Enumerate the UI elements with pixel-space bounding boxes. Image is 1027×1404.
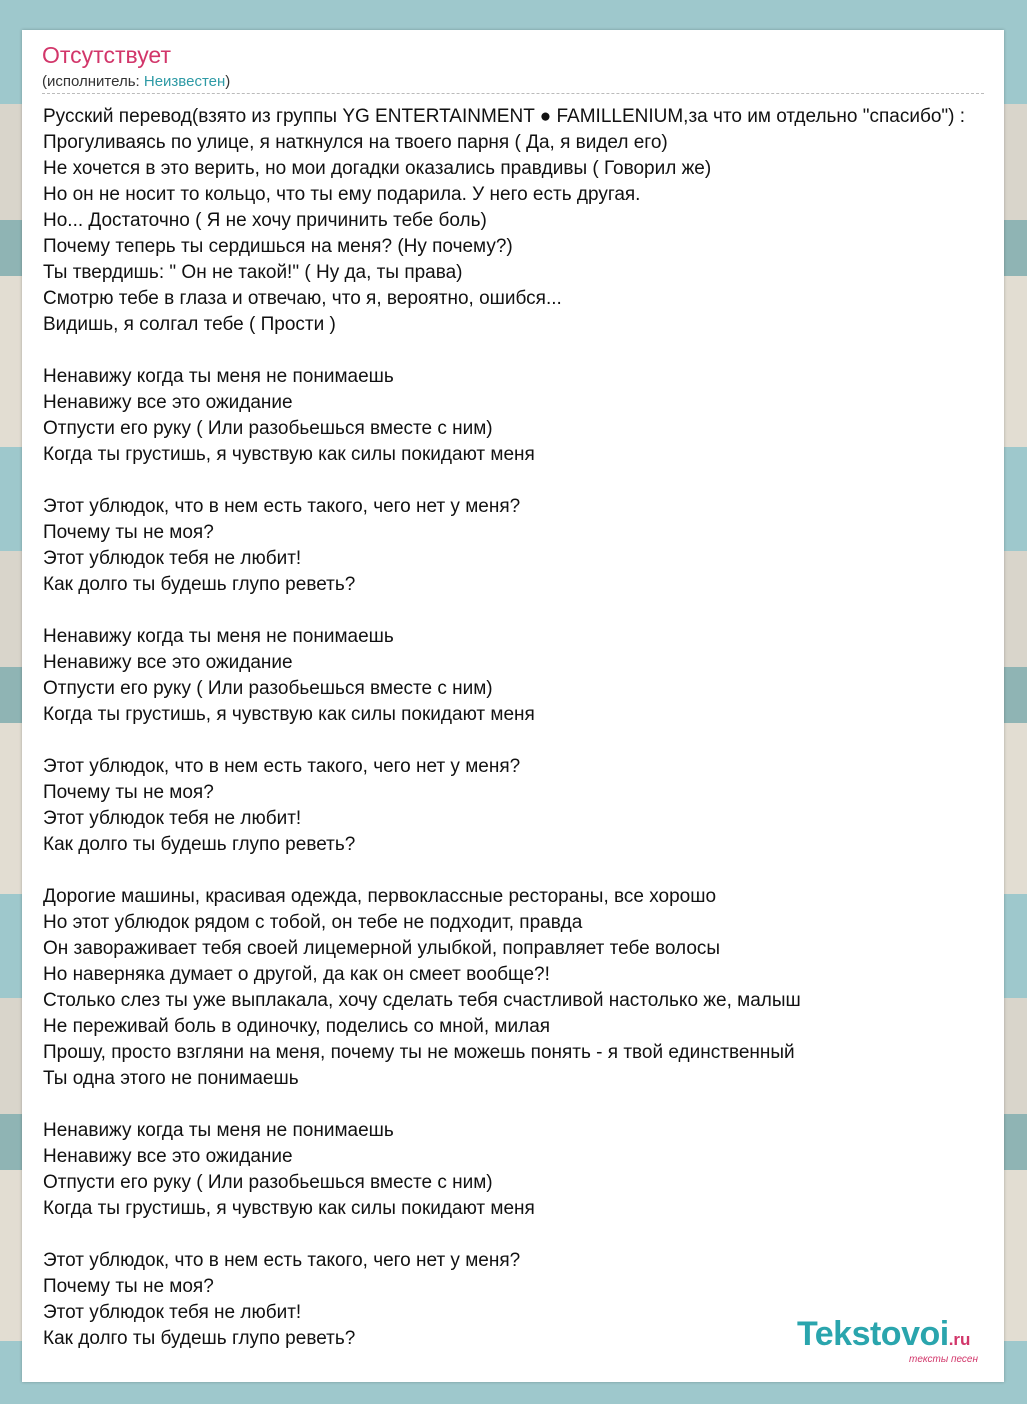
lyric-line: Этот ублюдок, что в нем есть такого, чего нет у меня? bbox=[43, 756, 521, 777]
lyric-line: Этот ублюдок, что в нем есть такого, чего нет у меня? bbox=[43, 496, 521, 517]
lyric-line: Но... Достаточно ( Я не хочу причинить тебе боль) bbox=[43, 210, 487, 231]
site-logo[interactable] bbox=[797, 1314, 997, 1374]
artist-link[interactable]: Неизвестен bbox=[143, 73, 226, 90]
lyric-line: Дорогие машины, красивая одежда, первоклассные рестораны, все хорошо bbox=[43, 886, 717, 907]
header-divider bbox=[42, 93, 984, 94]
lyric-line: Прогуливаясь по улице, я наткнулся на твоего парня ( Да, я видел его) bbox=[43, 132, 668, 153]
lyric-line: Столько слез ты уже выплакала, хочу сделать тебя счастливой настолько же, малыш bbox=[43, 990, 801, 1011]
lyric-line: Ты одна этого не понимаешь bbox=[43, 1068, 299, 1089]
lyrics-text bbox=[43, 104, 1004, 1352]
lyric-line: Этот ублюдок тебя не любит! bbox=[43, 1302, 302, 1323]
lyric-line: Как долго ты будешь глупо реветь? bbox=[43, 834, 356, 855]
lyric-blank-line bbox=[43, 468, 1004, 494]
lyric-line: Почему ты не моя? bbox=[43, 782, 214, 803]
artist-line bbox=[42, 73, 230, 90]
lyric-line: Прошу, просто взгляни на меня, почему ты не можешь понять - я твой единственный bbox=[43, 1042, 795, 1063]
lyric-line: Этот ублюдок тебя не любит! bbox=[43, 548, 302, 569]
lyric-line: Не переживай боль в одиночку, поделись со мной, милая bbox=[43, 1016, 551, 1037]
lyric-line: Отпусти его руку ( Или разобьешься вместе с ним) bbox=[43, 678, 493, 699]
lyric-line: Как долго ты будешь глупо реветь? bbox=[43, 1328, 356, 1349]
song-title: Отсутствует bbox=[42, 42, 171, 68]
lyric-blank-line bbox=[43, 858, 1004, 884]
logo-name: Tekstovoi bbox=[797, 1315, 949, 1353]
lyric-line: Русский перевод(взято из группы YG ENTERTAINMENT ● FAMILLENIUM,за что им отдельно "спасибо") : bbox=[43, 106, 966, 127]
lyric-line: Но наверняка думает о другой, да как он смеет вообще?! bbox=[43, 964, 550, 985]
lyrics-card bbox=[22, 30, 1004, 1382]
lyric-line: Ненавижу когда ты меня не понимаешь bbox=[43, 626, 394, 647]
lyric-blank-line bbox=[43, 598, 1004, 624]
lyric-line: Он завораживает тебя своей лицемерной улыбкой, поправляет тебе волосы bbox=[43, 938, 721, 959]
lyric-line: Ненавижу все это ожидание bbox=[43, 392, 293, 413]
lyric-line: Почему теперь ты сердишься на меня? (Ну почему?) bbox=[43, 236, 513, 257]
logo-tld: .ru bbox=[948, 1330, 971, 1349]
lyric-line: Отпусти его руку ( Или разобьешься вместе с ним) bbox=[43, 1172, 493, 1193]
lyric-line: Ненавижу все это ожидание bbox=[43, 652, 293, 673]
artist-suffix: ) bbox=[225, 73, 231, 90]
lyric-line: Когда ты грустишь, я чувствую как силы покидают меня bbox=[43, 444, 535, 465]
lyric-blank-line bbox=[43, 728, 1004, 754]
lyric-line: Не хочется в это верить, но мои догадки оказались правдивы ( Говорил же) bbox=[43, 158, 712, 179]
lyric-line: Этот ублюдок тебя не любит! bbox=[43, 808, 302, 829]
lyric-blank-line bbox=[43, 338, 1004, 364]
lyric-line: Когда ты грустишь, я чувствую как силы покидают меня bbox=[43, 1198, 535, 1219]
lyric-line: Как долго ты будешь глупо реветь? bbox=[43, 574, 356, 595]
lyric-line: Этот ублюдок, что в нем есть такого, чего нет у меня? bbox=[43, 1250, 521, 1271]
lyric-line: Почему ты не моя? bbox=[43, 522, 214, 543]
lyric-line: Почему ты не моя? bbox=[43, 1276, 214, 1297]
lyric-line: Ненавижу когда ты меня не понимаешь bbox=[43, 1120, 394, 1141]
lyric-line: Но этот ублюдок рядом с тобой, он тебе не подходит, правда bbox=[43, 912, 583, 933]
lyric-line: Отпусти его руку ( Или разобьешься вместе с ним) bbox=[43, 418, 493, 439]
lyric-line: Ненавижу все это ожидание bbox=[43, 1146, 293, 1167]
artist-prefix: (исполнитель: bbox=[42, 73, 144, 90]
logo-tagline: тексты песен bbox=[909, 1354, 978, 1365]
lyric-line: Ты твердишь: " Он не такой!" ( Ну да, ты права) bbox=[43, 262, 463, 283]
lyric-line: Но он не носит то кольцо, что ты ему подарила. У него есть другая. bbox=[43, 184, 641, 205]
lyric-line: Смотрю тебе в глаза и отвечаю, что я, вероятно, ошибся... bbox=[43, 288, 562, 309]
lyric-blank-line bbox=[43, 1092, 1004, 1118]
lyric-line: Видишь, я солгал тебе ( Прости ) bbox=[43, 314, 336, 335]
lyric-line: Когда ты грустишь, я чувствую как силы покидают меня bbox=[43, 704, 535, 725]
lyric-line: Ненавижу когда ты меня не понимаешь bbox=[43, 366, 394, 387]
lyric-blank-line bbox=[43, 1222, 1004, 1248]
